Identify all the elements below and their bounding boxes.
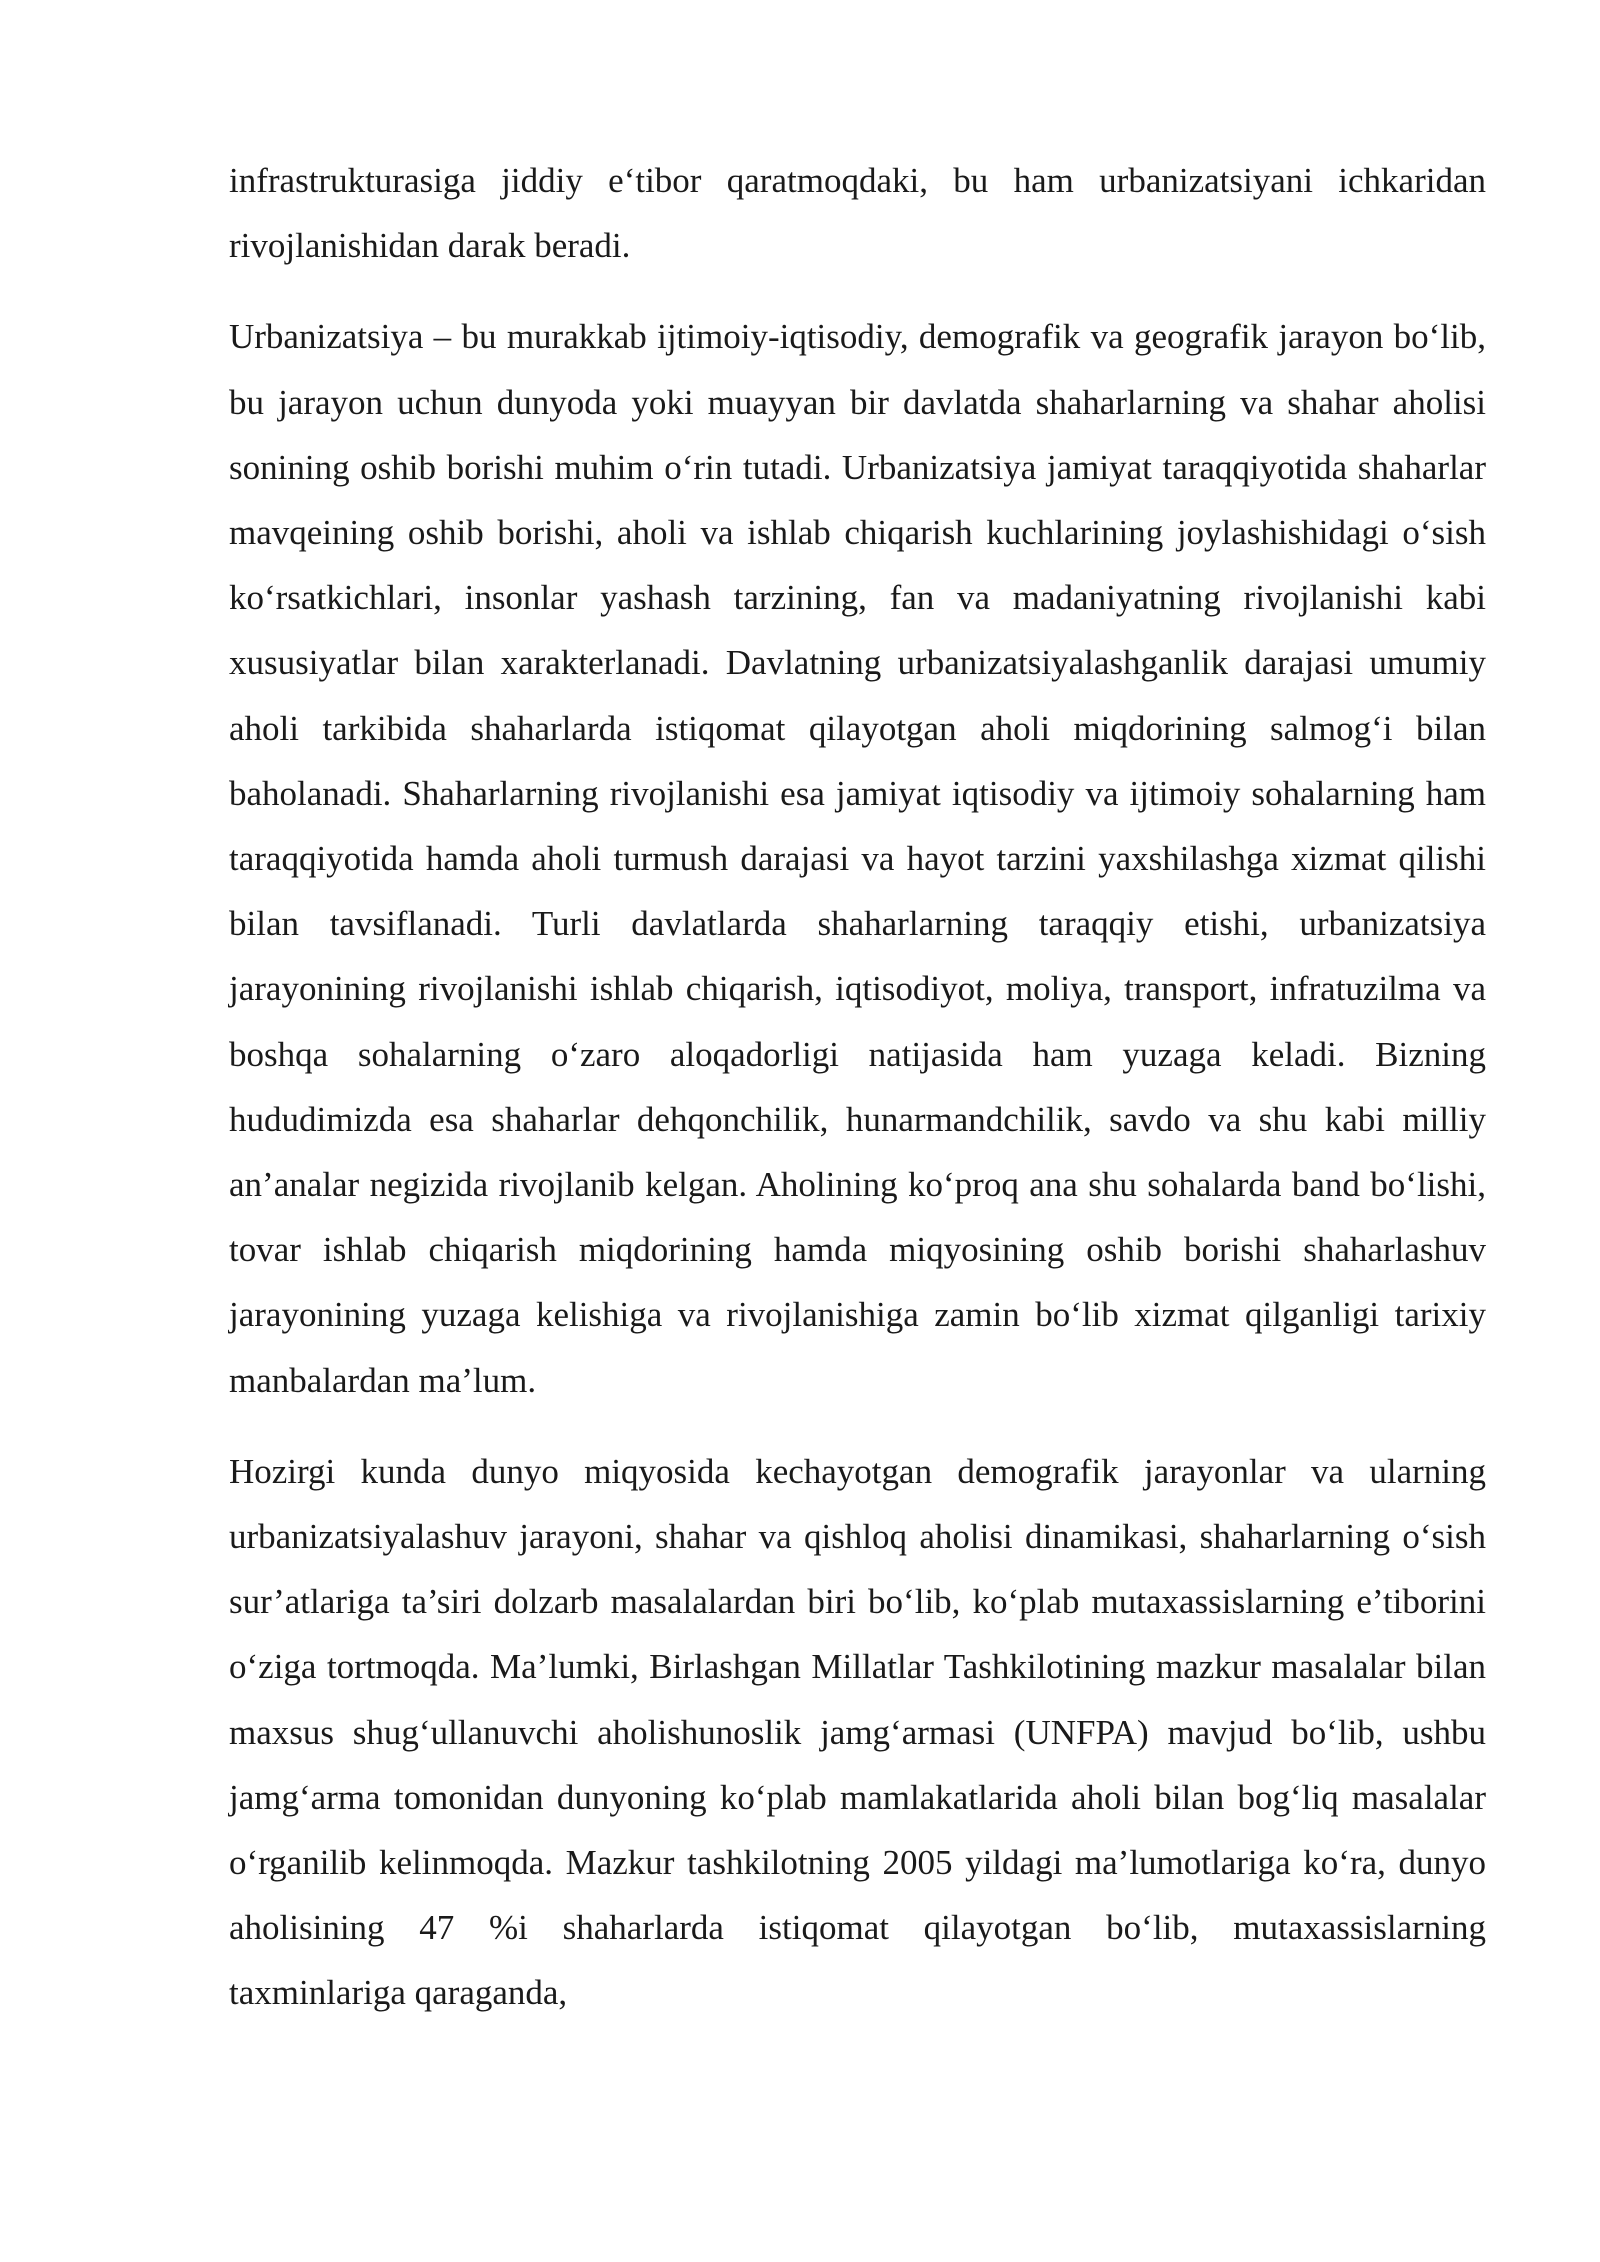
paragraph-2: Urbanizatsiya – bu murakkab ijtimoiy-iqtisodiy, demografik va geografik jarayon bo‘lib, bu jarayon uchun dunyoda yoki muayyan bir davlatda shaharlarning va shahar aholisi sonining oshib borishi muhim o‘rin tutadi. Urbanizatsiya jamiyat taraqqiyotida shaharlar mavqeining oshib borishi, aholi va ishlab chiqarish kuchlarining joylashishidagi o‘sish ko‘rsatkichlari, insonlar yashash tarzining, fan va madaniyatning rivojlanishi kabi xususiyatlar bilan xarakterlanadi. Davlatning urbanizatsiyalashganlik darajasi umumiy aholi tarkibida shaharlarda istiqomat qilayotgan aholi miqdorining salmog‘i bilan baholanadi. Shaharlarning rivojlanishi esa jamiyat iqtisodiy va ijtimoiy sohalarning ham taraqqiyotida hamda aholi turmush darajasi va hayot tarzini yaxshilashga xizmat qilishi bilan tavsiflanadi. Turli davlatlarda shaharlarning taraqqiy etishi, urbanizatsiya jarayonining rivojlanishi ishlab chiqarish, iqtisodiyot, moliya, transport, infratuzilma va boshqa sohalarning o‘zaro aloqadorligi natijasida ham yuzaga keladi. Bizning hududimizda esa shaharlar dehqonchilik, hunarmandchilik, savdo va shu kabi milliy an’analar negizida rivojlanib kelgan. Aholining ko‘proq ana shu sohalarda band bo‘lishi, tovar ishlab chiqarish miqdorining hamda miqyosining oshib borishi shaharlashuv jarayonining yuzaga kelishiga va rivojlanishiga zamin bo‘lib xizmat qilganligi tarixiy manbalardan ma’lum.: [229, 317, 1486, 1400]
paragraph-1: infrastrukturasiga jiddiy e‘tibor qaratmoqdaki, bu ham urbanizatsiyani ichkaridan rivojlanishidan darak beradi.: [229, 161, 1486, 266]
paragraph-3: Hozirgi kunda dunyo miqyosida kechayotgan demografik jarayonlar va ularning urbanizatsiyalashuv jarayoni, shahar va qishloq aholisi dinamikasi, shaharlarning o‘sish sur’atlariga ta’siri dolzarb masalalardan biri bo‘lib, ko‘plab mutaxassislarning e’tiborini o‘ziga tortmoqda. Ma’lumki, Birlashgan Millatlar Tashkilotining mazkur masalalar bilan maxsus shug‘ullanuvchi aholishunoslik jamg‘armasi (UNFPA) mavjud bo‘lib, ushbu jamg‘arma tomonidan dunyoning ko‘plab mamlakatlarida aholi bilan bog‘liq masalalar o‘rganilib kelinmoqda. Mazkur tashkilotning 2005 yildagi ma’lumotlariga ko‘ra, dunyo aholisining 47 %i shaharlarda istiqomat qilayotgan bo‘lib, mutaxassislarning taxminlariga qaraganda,: [229, 1451, 1486, 2013]
body-text: [229, 148, 1486, 2052]
